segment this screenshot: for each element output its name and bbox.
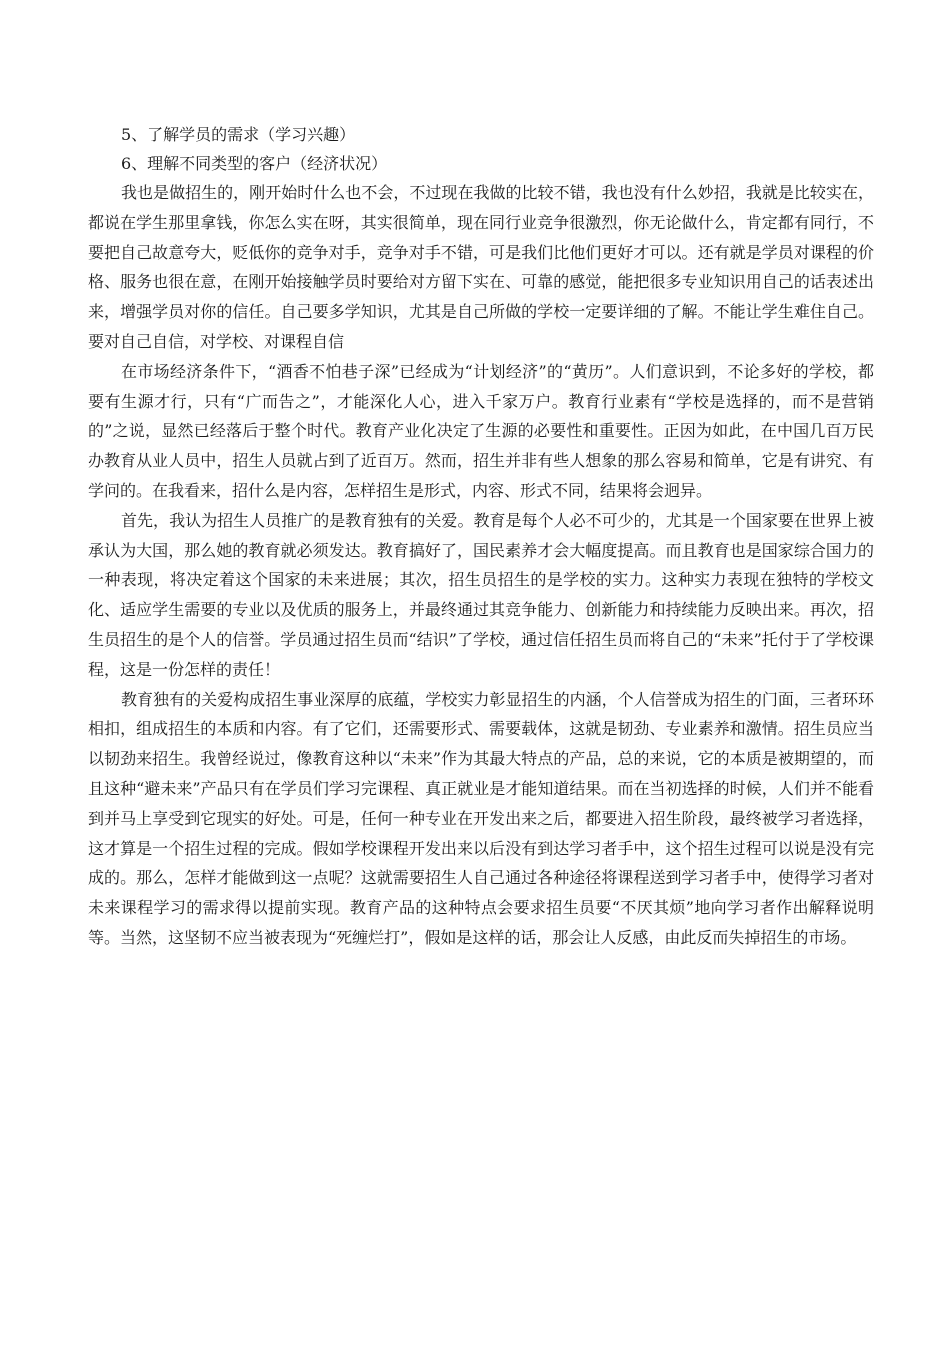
paragraph-persistence: 教育独有的关爱构成招生事业深厚的底蕴，学校实力彰显招生的内涵，个人信誉成为招生的门面，三者环环相扣，组成招生的本质和内容。有了它们，还需要形式、需要载体，这就是韧劲、专业素养和激情。招生员应当以韧劲来招生。我曾经说过，像教育这种以“未来”作为其最大特点的产品，总的来说，它的本质是被期望的，而且这种“避未来”产品只有在学员们学习完课程、真正就业是才能知道结果。而在当初选择的时候，人们并不能看到并马上享受到它现实的好处。可是，任何一种专业在开发出来之后，都要进入招生阶段，最终被学习者选择，这才算是一个招生过程的完成。假如学校课程开发出来以后没有到达学习者手中，这个招生过程可以说是没有完成的。那么，怎样才能做到这一点呢？这就需要招生人自己通过各种途径将课程送到学习者手中，使得学习者对未来课程学习的需求得以提前实现。教育产品的这种特点会要求招生员要“不厌其烦”地向学习者作出解释说明等。当然，这坚韧不应当被表现为“死缠烂打”，假如是这样的话，那会让人反感，由此反而失掉招生的市场。 [88, 689, 874, 947]
list-item-learner-needs: 5、了解学员的需求（学习兴趣） [121, 125, 356, 144]
paragraph-personal-experience: 我也是做招生的，刚开始时什么也不会，不过现在我做的比较不错，我也没有什么妙招，我就是比较实在，都说在学生那里拿钱，你怎么实在呀，其实很简单，现在同行业竞争很激烈，你无论做什么，肯定都有同行，不要把自己故意夸大，贬低你的竞争对手，竞争对手不错，可是我们比他们更好才可以。还有就是学员对课程的价格、服务也很在意，在刚开始接触学员时要给对方留下实在、可靠的感觉，能把很多专业知识用自己的话表述出来，增强学员对你的信任。自己要多学知识，尤其是自己所做的学校一定要详细的了解。不能让学生难住自己。要对自己自信，对学校、对课程自信 [88, 183, 874, 351]
paragraph-what-is-recruited: 首先，我认为招生人员推广的是教育独有的关爱。教育是每个人必不可少的，尤其是一个国家要在世界上被承认为大国，那么她的教育就必须发达。教育搞好了，国民素养才会大幅度提高。而且教育也是国家综合国力的一种表现，将决定着这个国家的未来进展；其次，招生员招生的是学校的实力。这种实力表现在独特的学校文化、适应学生需要的专业以及优质的服务上，并最终通过其竞争能力、创新能力和持续能力反映出来。再次，招生员招生的是个人的信誉。学员通过招生员而“结识”了学校，通过信任招生员而将自己的“未来”托付于了学校课程，这是一份怎样的责任！ [88, 510, 874, 679]
document-page [88, 120, 874, 953]
list-item-customer-types: 6、理解不同类型的客户（经济状况） [121, 154, 388, 173]
paragraph-market-economy: 在市场经济条件下，“酒香不怕巷子深”已经成为“计划经济”的“黄历”。人们意识到，不论多好的学校，都要有生源才行，只有“广而告之”，才能深化人心，进入千家万户。教育行业素有“学校是选择的，而不是营销的”之说，显然已经落后于整个时代。教育产业化决定了生源的必要性和重要性。正因为如此，在中国几百万民办教育从业人员中，招生人员就占到了近百万。然而，招生并非有些人想象的那么容易和简单，它是有讲究、有学问的。在我看来，招什么是内容，怎样招生是形式，内容、形式不同，结果将会迥异。 [88, 361, 874, 500]
